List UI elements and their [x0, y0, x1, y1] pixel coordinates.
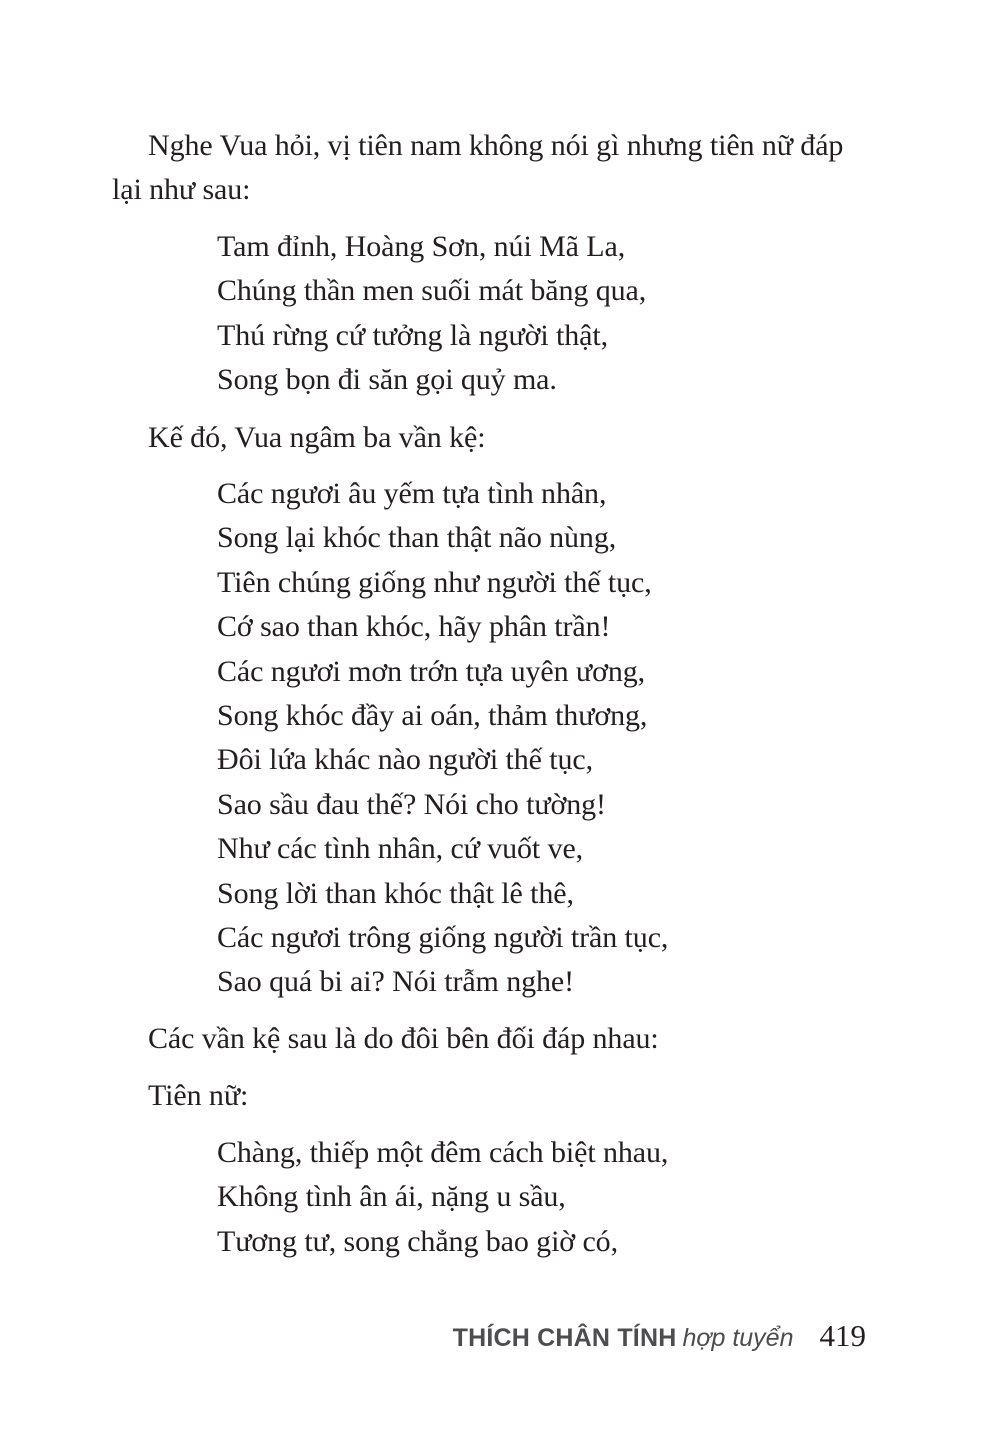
page-footer [453, 1318, 866, 1362]
page-number: 419 [819, 1318, 866, 1353]
speaker-label: Tiên nữ: [148, 1079, 249, 1112]
verse-line: Tương tư, song chẳng bao giờ có, [217, 1224, 618, 1258]
verse-line: Các ngươi trông giống người trần tục, [217, 921, 669, 955]
verse-line: Song bọn đi săn gọi quỷ ma. [217, 363, 557, 397]
verse-line: Tam đỉnh, Hoàng Sơn, núi Mã La, [217, 230, 626, 263]
verse-block-1 [217, 225, 646, 403]
king-recites-line: Kế đó, Vua ngâm ba vần kệ: [148, 421, 486, 454]
verse-line: Tiên chúng giống như người thế tục, [217, 565, 652, 599]
exchange-intro-line: Các vần kệ sau là do đôi bên đối đáp nhau: [148, 1022, 659, 1055]
verse-line: Đôi lứa khác nào người thế tục, [217, 743, 594, 777]
verse-line: Như các tình nhân, cứ vuốt ve, [217, 832, 584, 866]
verse-line: Song lời than khóc thật lê thê, [217, 876, 574, 910]
verse-line: Các ngươi mơn trớn tựa uyên ương, [217, 654, 646, 688]
verse-line: Sao quá bi ai? Nói trẫm nghe! [217, 965, 574, 999]
verse-line: Các ngươi âu yếm tựa tình nhân, [217, 477, 607, 510]
verse-line: Song lại khóc than thật não nùng, [217, 521, 617, 555]
intro-paragraph-text: Nghe Vua hỏi, vị tiên nam không nói gì nhưng tiên nữ đáp lại như sau: [112, 129, 844, 206]
verse-line: Sao sầu đau thế? Nói cho tường! [217, 787, 606, 821]
verse-line: Thú rừng cứ tưởng là người thật, [217, 318, 609, 352]
footer-author: THÍCH CHÂN TÍNH [452, 1324, 677, 1352]
intro-paragraph [112, 124, 872, 212]
verse-line: Không tình ân ái, nặng u sầu, [217, 1180, 566, 1214]
verse-block-3 [217, 1131, 668, 1264]
verse-line: Cớ sao than khóc, hãy phân trần! [217, 610, 611, 644]
verse-line: Chàng, thiếp một đêm cách biệt nhau, [217, 1136, 669, 1169]
verse-line: Chúng thần men suối mát băng qua, [217, 274, 647, 308]
verse-block-2 [217, 472, 668, 1005]
footer-subtitle: hợp tuyển [682, 1324, 794, 1352]
verse-line: Song khóc đầy ai oán, thảm thương, [217, 699, 648, 733]
